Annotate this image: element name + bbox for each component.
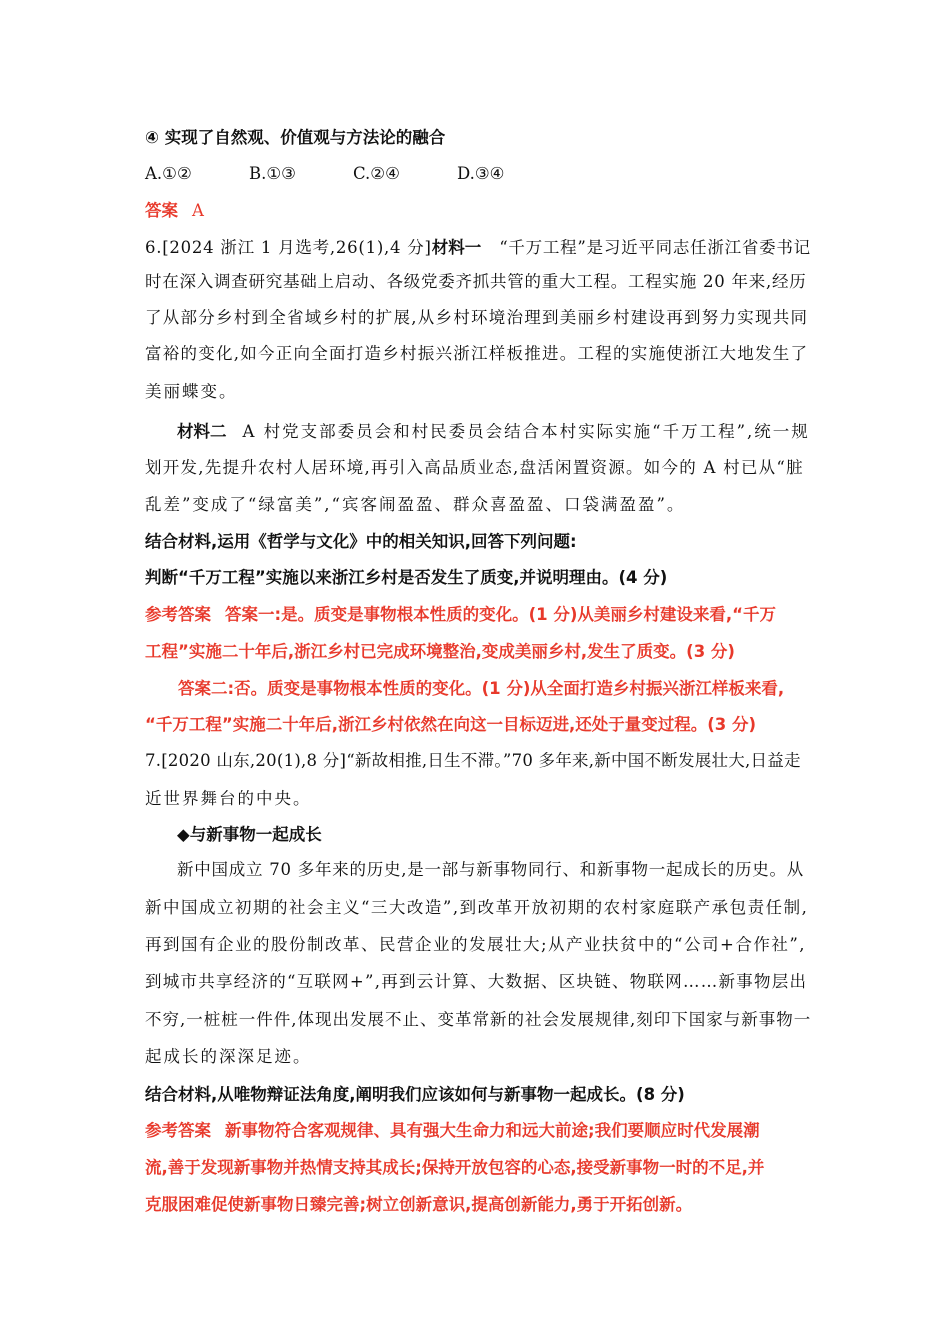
q5-answer [145,199,810,223]
passage-line: 到城市共享经济的“互联网+”,再到云计算、大数据、区块链、物联网……新事物层出 [145,972,808,991]
q6-answer-line [145,603,810,627]
material-2-line: 划开发,先提升农村人居环境,再引入高品质业态,盘活闲置资源。如今的 A 村已从“脏 [145,458,804,477]
material-1-line: “千万工程”是习近平同志任浙江省委书记 [499,238,811,257]
material-1-label: 材料一 [431,238,482,257]
answer-line: 克服困难促使新事物日臻完善;树立创新意识,提高创新能力,勇于开拓创新。 [145,1195,693,1214]
passage-line: 再到国有企业的股份制改革、民营企业的发展壮大;从产业扶贫中的“公司+合作社”, [145,935,806,954]
q6-instruction: 结合材料,运用《哲学与文化》中的相关知识,回答下列问题: [145,532,577,551]
q5-item-4: ④ 实现了自然观、价值观与方法论的融合 [145,128,446,147]
q6-source: 6.[2024 浙江 1 月选考,26(1),4 分] [145,238,432,257]
option-d: D.③④ [457,164,505,183]
q7-question: 结合材料,从唯物辩证法角度,阐明我们应该如何与新事物一起成长。(8 分) [145,1085,685,1104]
reference-answer-label: 参考答案 [145,1121,211,1140]
passage-line: 新中国成立初期的社会主义“三大改造”,到改革开放初期的农村家庭联产承包责任制, [145,898,809,917]
answer-line: 流,善于发现新事物并热情支持其成长;保持开放包容的心态,接受新事物一时的不足,并 [145,1158,765,1177]
passage-line: 不穷,一桩桩一件件,体现出发展不止、变革常新的社会发展规律,刻印下国家与新事物一 [145,1010,812,1029]
q6-material-2-first-line [177,420,810,444]
answer-line: 工程”实施二十年后,浙江乡村已完成环境整治,变成美丽乡村,发生了质变。(3 分) [145,642,735,661]
material-1-line: 了从部分乡村到全省域乡村的扩展,从乡村环境治理到美丽乡村建设再到努力实现共同 [145,308,809,327]
q6-material-1-first-line [145,236,810,260]
material-2-label: 材料二 [177,422,227,441]
material-1-line: 美丽蝶变。 [145,382,238,401]
answer-label: 答案 [145,201,178,220]
q6-question: 判断“千万工程”实施以来浙江乡村是否发生了质变,并说明理由。(4 分) [145,568,668,587]
answer-line: 新事物符合客观规律、具有强大生命力和远大前途;我们要顺应时代发展潮 [225,1121,760,1140]
reference-answer-label: 参考答案 [145,605,211,624]
material-1-line: 富裕的变化,如今正向全面打造乡村振兴浙江样板推进。工程的实施使浙江大地发生了 [145,344,809,363]
material-2-line: 乱差”变成了“绿富美”,“宾客闹盈盈、群众喜盈盈、口袋满盈盈”。 [145,495,686,514]
answer-value: A [192,201,206,220]
answer-line: “千万工程”实施二十年后,浙江乡村依然在向这一目标迈进,还处于量变过程。(3 分) [145,715,757,734]
passage-line: 起成长的深深足迹。 [145,1047,312,1066]
q7-subtitle: ◆与新事物一起成长 [177,825,322,844]
passage-line: 新中国成立 70 多年来的历史,是一部与新事物同行、和新事物一起成长的历史。从 [177,860,804,879]
q7-stem-line: 7.[2020 山东,20(1),8 分]“新故相推,日生不滞。”70 多年来,新中国不断发展壮大,日益走 [145,751,801,770]
option-c: C.②④ [353,164,400,183]
material-2-line: A 村党支部委员会和村民委员会结合本村实际实施“千万工程”,统一规 [242,422,810,441]
option-b: B.①③ [249,164,296,183]
option-a: A.①② [145,164,192,183]
q7-answer-line [145,1119,810,1143]
answer-line: 答案二:否。质变是事物根本性质的变化。(1 分)从全面打造乡村振兴浙江样板来看, [178,679,785,698]
answer-line: 答案一:是。质变是事物根本性质的变化。(1 分)从美丽乡村建设来看,“千万 [225,605,777,624]
material-1-line: 时在深入调查研究基础上启动、各级党委齐抓共管的重大工程。工程实施 20 年来,经历 [145,272,807,291]
q5-options [145,162,810,186]
q7-stem-line: 近世界舞台的中央。 [145,789,312,808]
